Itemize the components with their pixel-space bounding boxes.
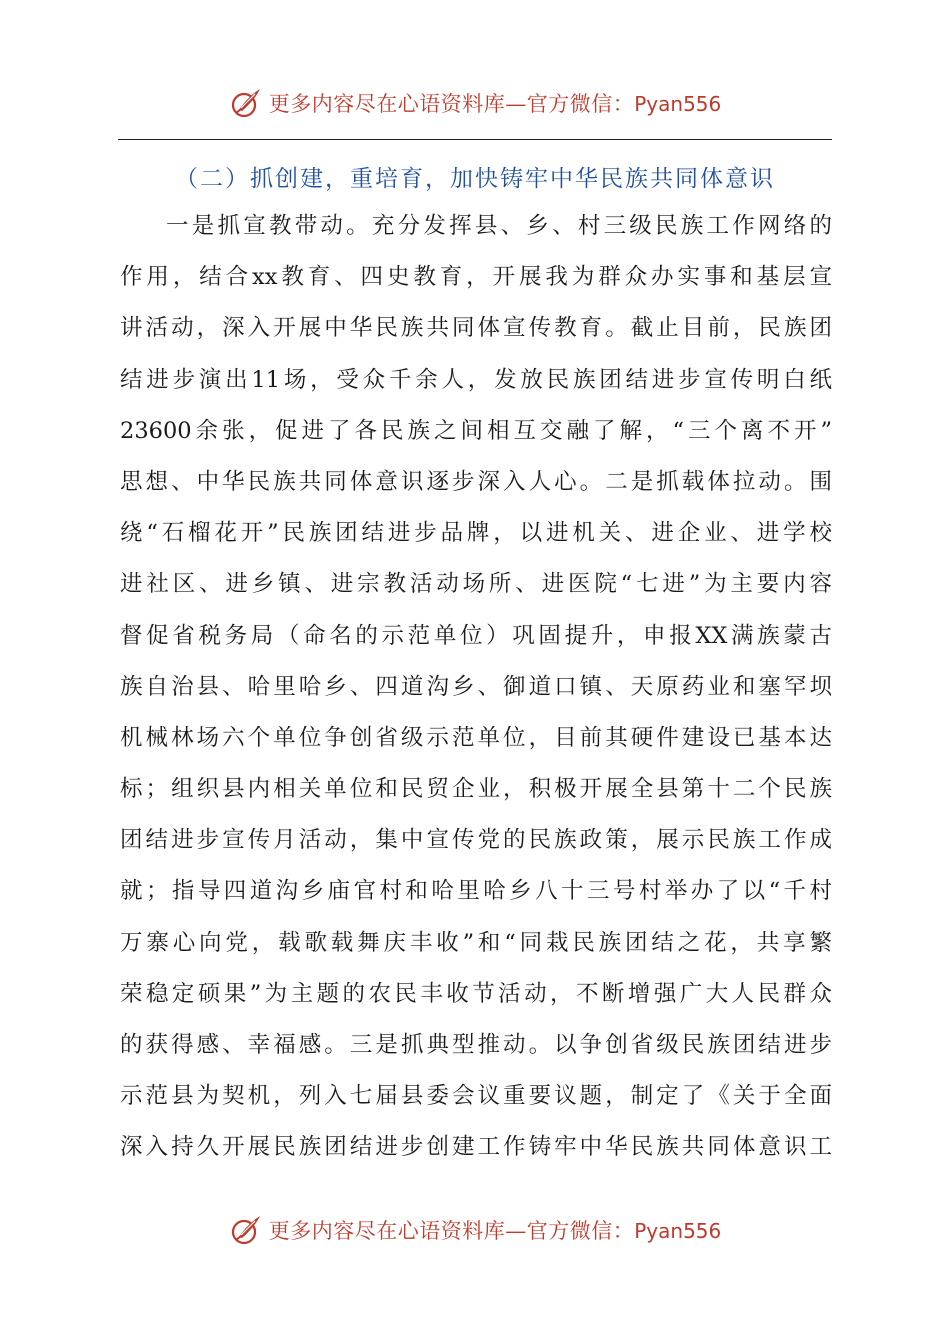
footer-banner-text: 更多内容尽在心语资料库—官方微信：Pyan556 [268,1219,722,1243]
body-line: 标；组织县内相关单位和民贸企业，积极开展全县第十二个民族 [120,776,832,803]
body-line: 的获得感、幸福感。三是抓典型推动。以争创省级民族团结进步 [120,1032,832,1058]
header-banner-text: 更多内容尽在心语资料库—官方微信：Pyan556 [268,92,722,116]
quill-seal-logo-icon [229,86,263,120]
body-line: 23600余张，促进了各民族之间相互交融了解，“三个离不开” [120,417,832,444]
body-line: 进社区、进乡镇、进宗教活动场所、进医院“七进”为主要内容 [120,571,832,598]
body-line: 绕“石榴花开”民族团结进步品牌，以进机关、进企业、进学校 [120,520,832,547]
body-line: 督促省税务局（命名的示范单位）巩固提升，申报XX满族蒙古 [120,622,832,649]
body-line: 作用，结合xx教育、四史教育，开展我为群众办实事和基层宣 [120,264,832,291]
quill-seal-logo-icon [229,1213,263,1247]
header-divider [118,139,832,140]
body-line: 结进步演出11场，受众千余人，发放民族团结进步宣传明白纸 [120,366,832,393]
body-line: 深入持久开展民族团结进步创建工作铸牢中华民族共同体意识工 [120,1134,832,1161]
body-line: 思想、中华民族共同体意识逐步深入人心。二是抓载体拉动。围 [120,468,832,495]
body-line: 讲活动，深入开展中华民族共同体宣传教育。截止目前，民族团 [120,315,832,342]
body-line: 族自治县、哈里哈乡、四道沟乡、御道口镇、天原药业和塞罕坝 [120,673,832,700]
body-line: 团结进步宣传月活动，集中宣传党的民族政策，展示民族工作成 [120,827,832,854]
body-line: 荣稳定硕果”为主题的农民丰收节活动，不断增强广大人民群众 [120,980,832,1007]
body-line: 万寨心向党，载歌载舞庆丰收”和“同栽民族团结之花，共享繁 [120,929,832,956]
section-title: （二）抓创建，重培育，加快铸牢中华民族共同体意识 [175,166,775,192]
header-wechat-id: Pyan556 [634,92,722,116]
body-line: 机械林场六个单位争创省级示范单位，目前其硬件建设已基本达 [120,724,832,751]
footer-wechat-id: Pyan556 [634,1219,722,1243]
header-banner [0,83,950,123]
body-line: 一是抓宣教带动。充分发挥县、乡、村三级民族工作网络的 [166,213,832,239]
footer-banner [0,1210,950,1250]
body-line: 示范县为契机，列入七届县委会议重要议题，制定了《关于全面 [120,1083,832,1110]
body-line: 就；指导四道沟乡庙官村和哈里哈乡八十三号村举办了以“千村 [120,878,832,905]
body-paragraph [120,201,832,1174]
